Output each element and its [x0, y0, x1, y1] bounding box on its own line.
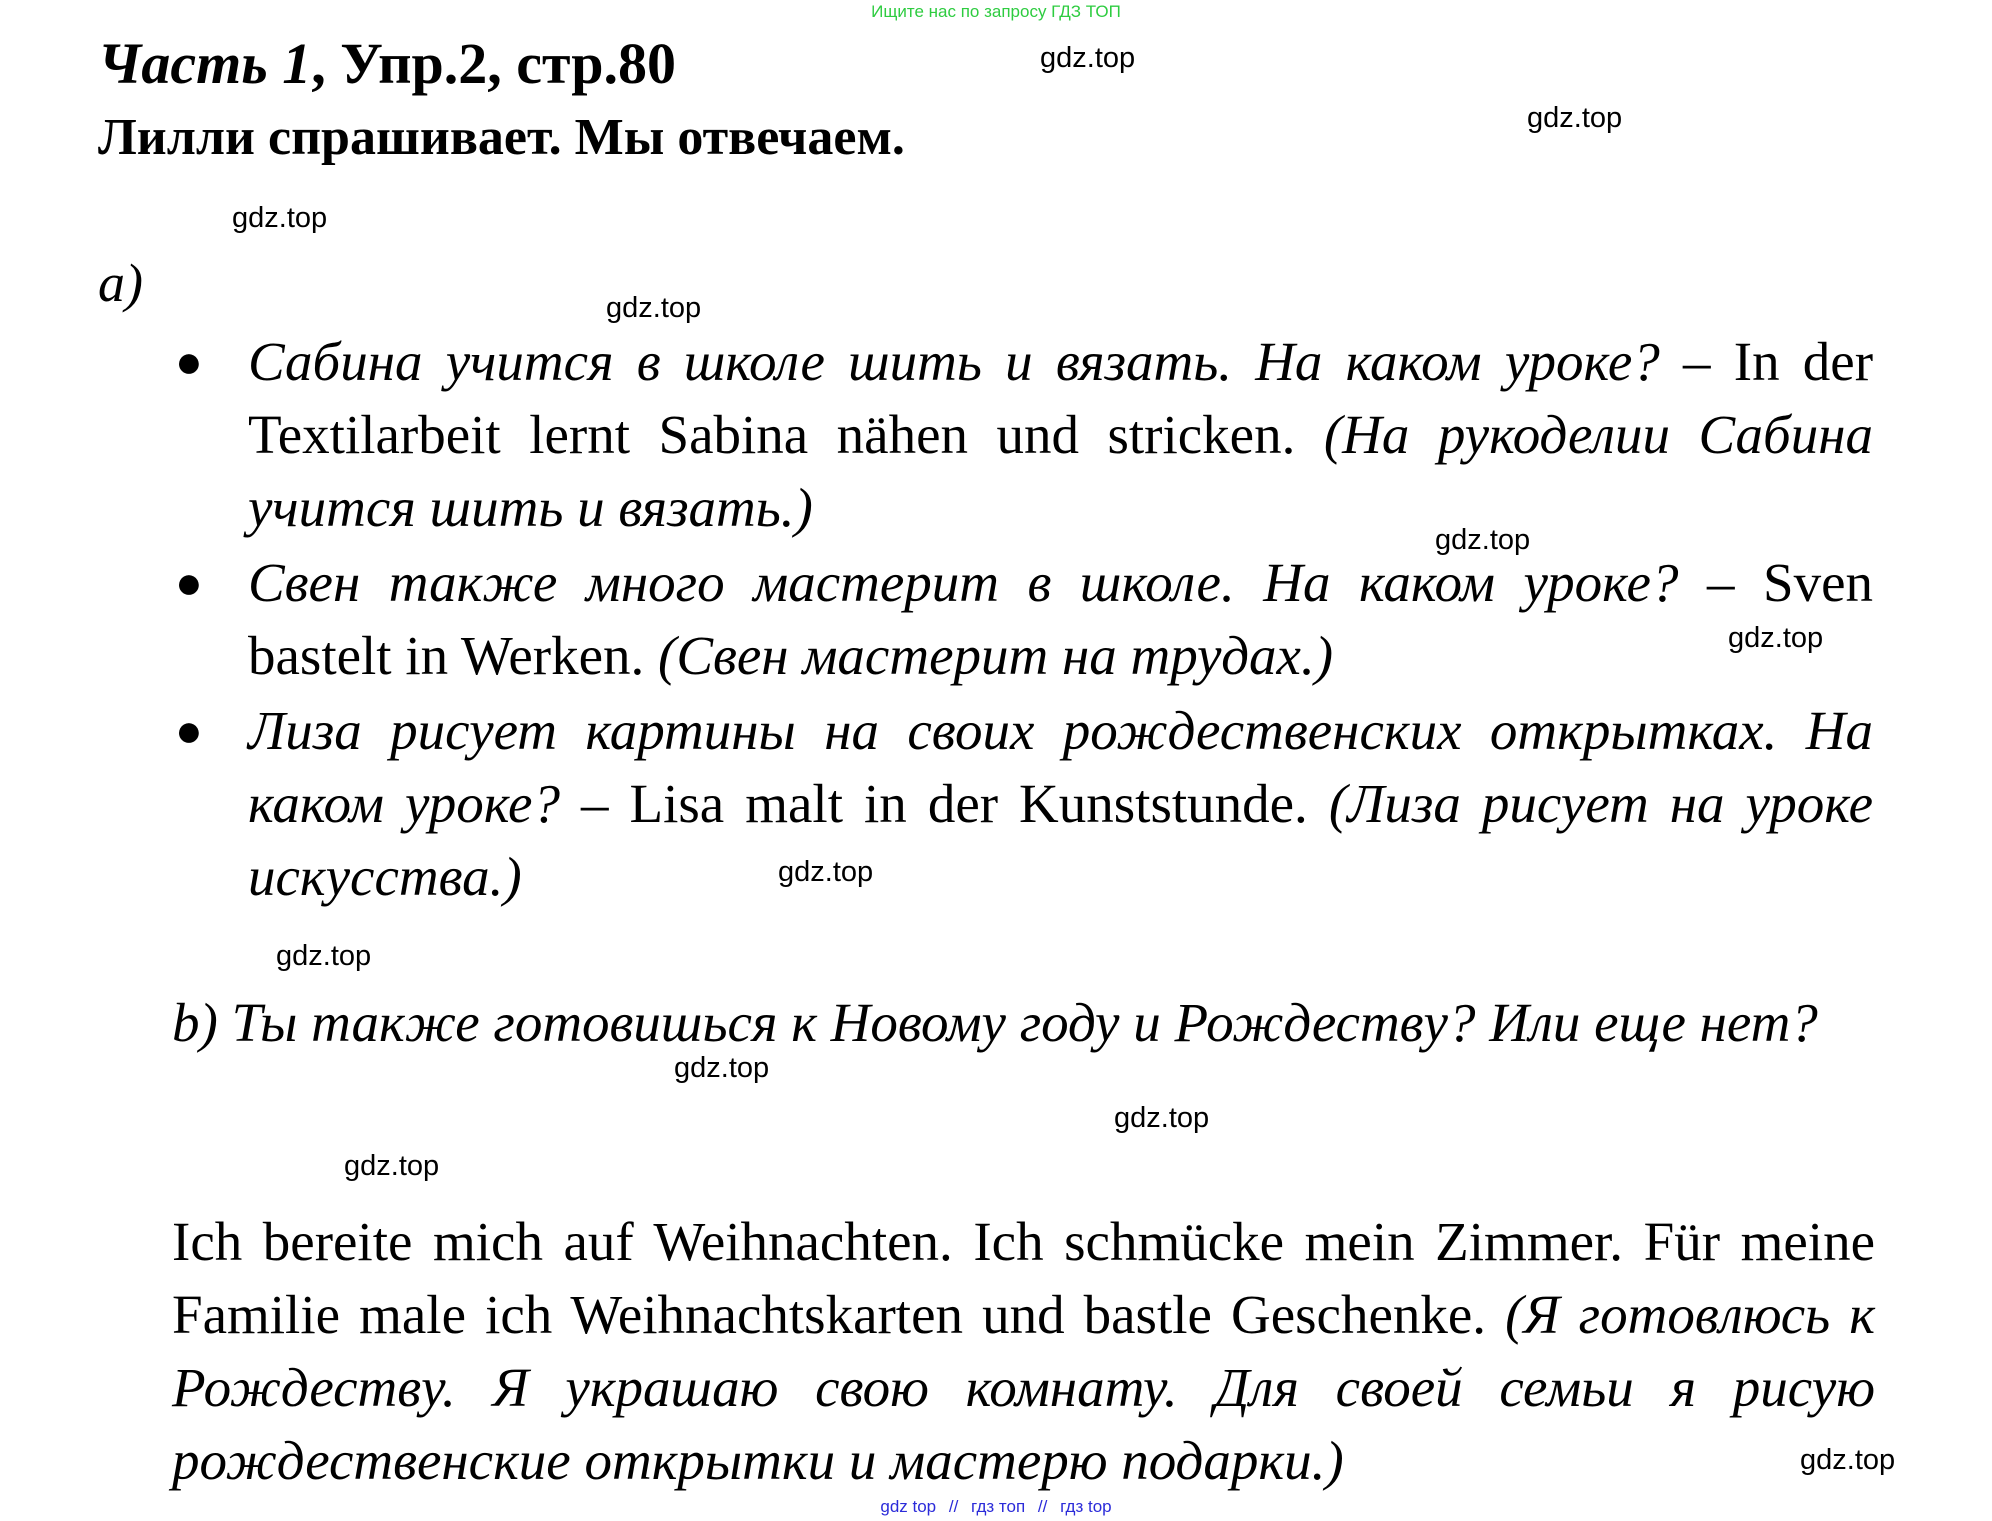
item-dash: –	[559, 773, 630, 834]
answer-text: Ich bereite mich auf Weihnachten. Ich schmücke mein Zimmer. Für meine Familie male ich Weihnachtskarten und bastle Geschenke.	[172, 1211, 1875, 1345]
list-item	[173, 546, 1873, 692]
top-notice: Ищите нас по запросу ГДЗ ТОП	[871, 2, 1121, 21]
list-item	[173, 694, 1873, 913]
item-dash: –	[1678, 552, 1763, 613]
item-dash: –	[1659, 331, 1734, 392]
bottom-notice-part: гдз top	[1060, 1497, 1112, 1516]
page-subtitle: Лилли спрашивает. Мы отвечаем.	[98, 109, 905, 166]
item-answer: Lisa malt in der Kunststunde.	[629, 773, 1308, 834]
watermark: gdz.top	[1800, 1444, 1896, 1476]
bottom-notice-sep: //	[1037, 1497, 1048, 1516]
watermark: gdz.top	[276, 940, 372, 972]
watermark: gdz.top	[1114, 1102, 1210, 1134]
section-b-question: b) Ты также готовишься к Новому году и Рождеству? Или еще нет?	[172, 992, 1818, 1053]
watermark: gdz.top	[344, 1150, 440, 1182]
item-answer: In der Textilarbeit lernt Sabina nähen und stricken.	[248, 331, 1874, 465]
item-translation: (Лиза рисует на уроке искусства.)	[248, 773, 1874, 907]
bullet-icon: ●	[175, 705, 203, 756]
item-question: Свен также много мастерит в школе. На каком уроке?	[248, 552, 1679, 613]
bullet-icon: ●	[175, 336, 203, 387]
bottom-notice-sep: //	[948, 1497, 959, 1516]
item-question: Сабина учится в школе шить и вязать. На каком уроке?	[248, 331, 1660, 392]
bottom-notice	[0, 1497, 1992, 1517]
watermark: gdz.top	[1040, 42, 1136, 74]
item-translation: (На рукоделии Сабина учится шить и вязать.)	[248, 404, 1874, 538]
item-answer: Sven bastelt in Werken.	[248, 552, 1873, 686]
item-translation: (Свен мастерит на трудах.)	[644, 625, 1334, 686]
watermark: gdz.top	[778, 856, 874, 888]
title-part: Часть 1	[98, 31, 312, 96]
watermark: gdz.top	[1527, 102, 1623, 134]
answer-translation: (Я готовлюсь к Рождеству. Я украшаю свою комнату. Для своей семьи я рисую рождественские открытки и мастерю подарки.)	[172, 1284, 1876, 1491]
bottom-notice-part: гдз топ	[971, 1497, 1026, 1516]
watermark: gdz.top	[1728, 622, 1824, 654]
item-question: Лиза рисует картины на своих рождественских открытках. На каком уроке?	[248, 700, 1873, 834]
page-title	[98, 30, 676, 97]
bullet-icon: ●	[175, 557, 203, 608]
section-a-list	[173, 325, 1873, 915]
bottom-notice-part: gdz top	[880, 1497, 937, 1516]
section-b-answer	[172, 1205, 1875, 1497]
title-rest: , Упр.2, стр.80	[311, 31, 676, 96]
watermark: gdz.top	[1435, 524, 1531, 556]
list-item	[173, 325, 1873, 544]
watermark: gdz.top	[606, 292, 702, 324]
watermark: gdz.top	[232, 202, 328, 234]
section-a-label: a)	[98, 253, 143, 313]
watermark: gdz.top	[674, 1052, 770, 1084]
